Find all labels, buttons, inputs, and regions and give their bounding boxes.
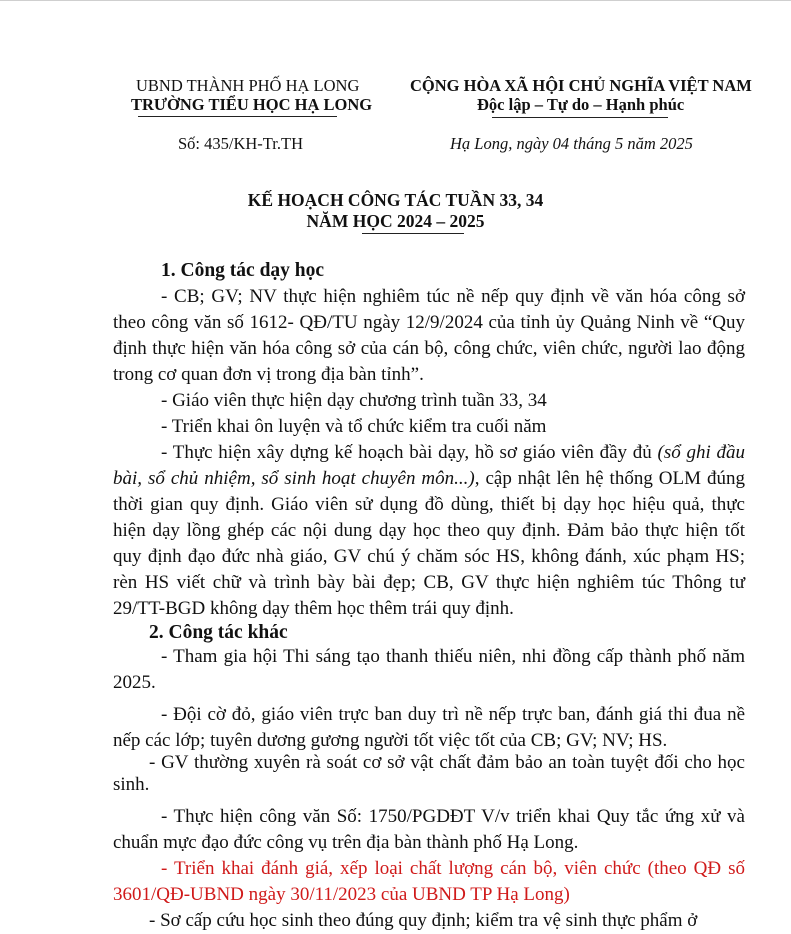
school-year: NĂM HỌC 2024 – 2025	[306, 211, 485, 231]
motto-underline	[492, 117, 668, 118]
document-body	[113, 258, 745, 934]
item-text: , cập nhật lên hệ thống OLM đúng thời gian quy định. Giáo viên sử dụng đồ dùng, thiết bị dạy học hiệu quả, thực hiện dạy lồng ghép các nội dung dạy học theo quy định. Đảm bảo thực hiện tốt quy định đạo đức nhà giáo, GV chú ý chăm sóc HS, không đánh, xúc phạm HS; rèn HS viết chữ và trình bày bài đẹp; CB, GV thực hiện nghiêm túc Thông tư 29/TT-BGD không dạy thêm học thêm trái quy định.	[113, 468, 745, 619]
header-authority: UBND THÀNH PHỐ HẠ LONG	[136, 76, 360, 95]
school-name-underline	[138, 116, 337, 117]
section-2-item: - Thực hiện công văn Số: 1750/PGDĐT V/v triển khai Quy tắc ứng xử và chuẩn mực đạo đức công vụ trên địa bàn thành phố Hạ Long.	[113, 806, 745, 853]
section-2-item: - GV thường xuyên rà soát cơ sở vật chất đảm bảo an toàn tuyệt đối cho học sinh.	[113, 752, 745, 795]
section-1-item	[113, 440, 745, 622]
document-title: KẾ HOẠCH CÔNG TÁC TUẦN 33, 34	[247, 190, 544, 210]
section-1-heading: 1. Công tác dạy học	[161, 260, 325, 281]
title-underline	[362, 233, 464, 234]
section-2-heading: 2. Công tác khác	[149, 622, 288, 643]
header-school-name: TRƯỜNG TIỂU HỌC HẠ LONG	[131, 95, 373, 114]
section-2-highlight-item: - Triển khai đánh giá, xếp loại chất lượng cán bộ, viên chức (theo QĐ số 3601/QĐ-UBND ngày 30/11/2023 của UBND TP Hạ Long)	[113, 858, 745, 905]
national-title: CỘNG HÒA XÃ HỘI CHỦ NGHĨA VIỆT NAM	[410, 76, 752, 95]
section-2-item: - Sơ cấp cứu học sinh theo đúng quy định; kiểm tra vệ sinh thực phẩm ở	[149, 910, 698, 931]
section-1-item: - Giáo viên thực hiện dạy chương trình tuần 33, 34	[161, 390, 547, 411]
section-1-item: - CB; GV; NV thực hiện nghiêm túc nề nếp quy định về văn hóa công sở theo công văn số 1612- QĐ/TU ngày 12/9/2024 của tỉnh ủy Quảng Ninh về “Quy định thực hiện văn hóa công sở của cán bộ, công chức, viên chức, người lao động trong cơ quan đơn vị trong địa bàn tỉnh”.	[113, 286, 745, 385]
section-1-item: - Triển khai ôn luyện và tổ chức kiểm tra cuối năm	[161, 416, 547, 437]
national-motto: Độc lập – Tự do – Hạnh phúc	[477, 95, 685, 114]
section-2-item: - Tham gia hội Thi sáng tạo thanh thiếu niên, nhi đồng cấp thành phố năm 2025.	[113, 646, 745, 693]
item-italic-note: (sổ ghi đầu bài, sổ chủ nhiệm, sổ sinh hoạt chuyên môn...)	[113, 442, 745, 489]
section-2-item: - Đội cờ đỏ, giáo viên trực ban duy trì nề nếp trực ban, đánh giá thi đua nề nếp các lớp; tuyên dương gương người tốt việc tốt của CB; GV; NV; HS.	[113, 704, 745, 751]
document-number: Số: 435/KH-Tr.TH	[178, 134, 303, 153]
item-text: - Thực hiện xây dựng kế hoạch bài dạy, hồ sơ giáo viên đầy đủ	[161, 442, 658, 463]
date-line: Hạ Long, ngày 04 tháng 5 năm 2025	[450, 134, 693, 153]
page-top-border	[0, 0, 791, 1]
